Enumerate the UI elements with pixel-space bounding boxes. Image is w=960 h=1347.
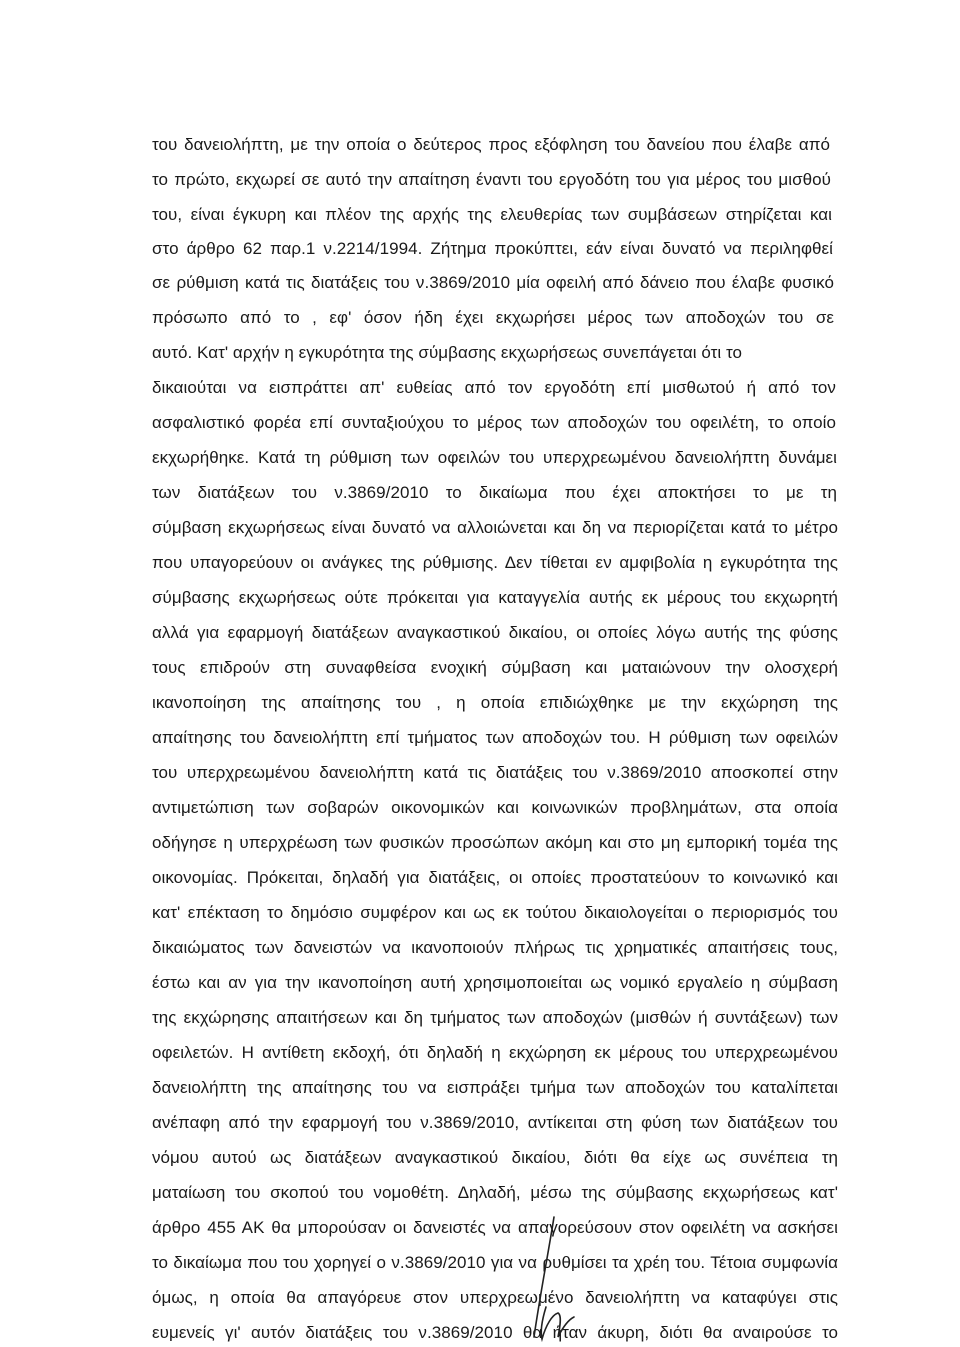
text-line: σύμβασης εκχωρήσεως ούτε πρόκειται για καταγγελία αυτής εκ μέρους του εκχωρητή <box>152 588 838 607</box>
text-line: ικανοποίηση της απαίτησης του , η οποία επιδιώχθηκε με την εκχώρηση της <box>152 693 838 712</box>
text-line: ανέπαφη από την εφαρμογή του ν.3869/2010, αντίκειται στη φύση των διατάξεων του <box>152 1113 838 1132</box>
text-line: ασφαλιστικό φορέα επί συνταξιούχου το μέρος των αποδοχών του οφειλέτη, το οποίο <box>152 413 836 432</box>
text-line: των διατάξεων του ν.3869/2010 το δικαίωμα που έχει αποκτήσει το με τη <box>152 483 837 502</box>
text-line: του, είναι έγκυρη και πλέον της αρχής της ελευθερίας των συμβάσεων στηρίζεται και <box>152 205 832 224</box>
text-line: εκχωρήθηκε. Κατά τη ρύθμιση των οφειλών του υπερχρεωμένου δανειολήπτη δυνάμει <box>152 448 837 467</box>
text-line: δανειολήπτη της απαίτησης του να εισπράξει τμήμα των αποδοχών του καταλίπεται <box>152 1078 838 1097</box>
text-line: σε ρύθμιση κατά τις διατάξεις του ν.3869/2010 μία οφειλή από δάνειο που έλαβε φυσικό <box>152 273 834 292</box>
text-line: τους επιδρούν στη συναφθείσα ενοχική σύμβαση και ματαιώνουν την ολοσχερή <box>152 658 838 677</box>
text-line: οδήγησε η υπερχρέωση των φυσικών προσώπων ακόμη και στο μη εμπορική τομέα της <box>152 833 838 852</box>
text-line: απαίτησης του δανειολήπτη επί τμήματος των αποδοχών του. Η ρύθμιση των οφειλών <box>152 728 838 747</box>
text-line: σύμβαση εκχωρήσεως είναι δυνατό να αλλοιώνεται και δη να περιορίζεται κατά το μέτρο <box>152 518 838 537</box>
text-line: το πρώτο, εκχωρεί σε αυτό την απαίτηση έναντι του εργοδότη του για μέρος του μισθού <box>152 170 831 189</box>
text-line: νόμου αυτού ως διατάξεων αναγκαστικού δικαίου, διότι θα είχε ως συνέπεια τη <box>152 1148 838 1167</box>
text-line: δικαιούται να εισπράττει απ' ευθείας από τον εργοδότη επί μισθωτού ή από τον <box>152 378 836 397</box>
text-line: αντιμετώπιση των σοβαρών οικονομικών και κοινωνικών προβλημάτων, στα οποία <box>152 798 838 817</box>
text-line: πρόσωπο από το , εφ' όσον ήδη έχει εκχωρήσει μέρος των αποδοχών του σε <box>152 308 834 327</box>
text-line: κατ' επέκταση το δημόσιο συμφέρον και ως εκ τούτου δικαιολογείται ο περιορισμός του <box>152 903 838 922</box>
text-line: έστω και αν για την ικανοποίηση αυτή χρησιμοποιείται ως νομικό εργαλείο η σύμβαση <box>152 973 838 992</box>
text-line: οφειλετών. Η αντίθετη εκδοχή, ότι δηλαδή η εκχώρηση εκ μέρους του υπερχρεωμένου <box>152 1043 838 1062</box>
text-line: ματαίωση του σκοπού του νομοθέτη. Δηλαδή, μέσω της σύμβασης εκχωρήσεως κατ' <box>152 1183 838 1202</box>
text-line: άρθρο 455 ΑΚ θα μπορούσαν οι δανειστές να απαγορεύσουν στον οφειλέτη να ασκήσει <box>152 1218 838 1237</box>
text-line: αλλά για εφαρμογή διατάξεων αναγκαστικού δικαίου, οι οποίες λόγω αυτής της φύσης <box>152 623 838 642</box>
text-line: της εκχώρησης απαιτήσεων και δη τμήματος των αποδοχών (μισθών ή συντάξεων) των <box>152 1008 838 1027</box>
text-line: το δικαίωμα που του χορηγεί ο ν.3869/2010 για να ρυθμίσει τα χρέη του. Τέτοια συμφωνία <box>152 1253 838 1272</box>
text-line: του δανειολήπτη, με την οποία ο δεύτερος προς εξόφληση του δανείου που έλαβε από <box>152 135 830 154</box>
text-line: αυτό. Κατ' αρχήν η εγκυρότητα της σύμβασης εκχωρήσεως συνεπάγεται ότι το <box>152 343 742 362</box>
text-line: που υπαγορεύουν οι ανάγκες της ρύθμισης. Δεν τίθεται εν αμφιβολία η εγκυρότητα της <box>152 553 838 572</box>
text-line: δικαιώματος των δανειστών να ικανοποιούν πλήρως τις χρηματικές απαιτήσεις τους, <box>152 938 838 957</box>
text-line: στο άρθρο 62 παρ.1 ν.2214/1994. Ζήτημα προκύπτει, εάν είναι δυνατό να περιληφθεί <box>152 239 833 258</box>
text-line: ευμενείς γι' αυτόν διατάξεις του ν.3869/2010 θα ήταν άκυρη, διότι θα αναιρούσε το <box>152 1323 838 1342</box>
text-line: οικονομίας. Πρόκειται, δηλαδή για διατάξεις, οι οποίες προστατεύουν το κοινωνικό και <box>152 868 838 887</box>
text-line: όμως, η οποία θα απαγόρευε στον υπερχρεωμένο δανειολήπτη να καταφύγει στις <box>152 1288 838 1307</box>
text-line: του υπερχρεωμένου δανειολήπτη κατά τις διατάξεις του ν.3869/2010 αποσκοπεί στην <box>152 763 838 782</box>
handwritten-signature <box>510 1215 590 1345</box>
